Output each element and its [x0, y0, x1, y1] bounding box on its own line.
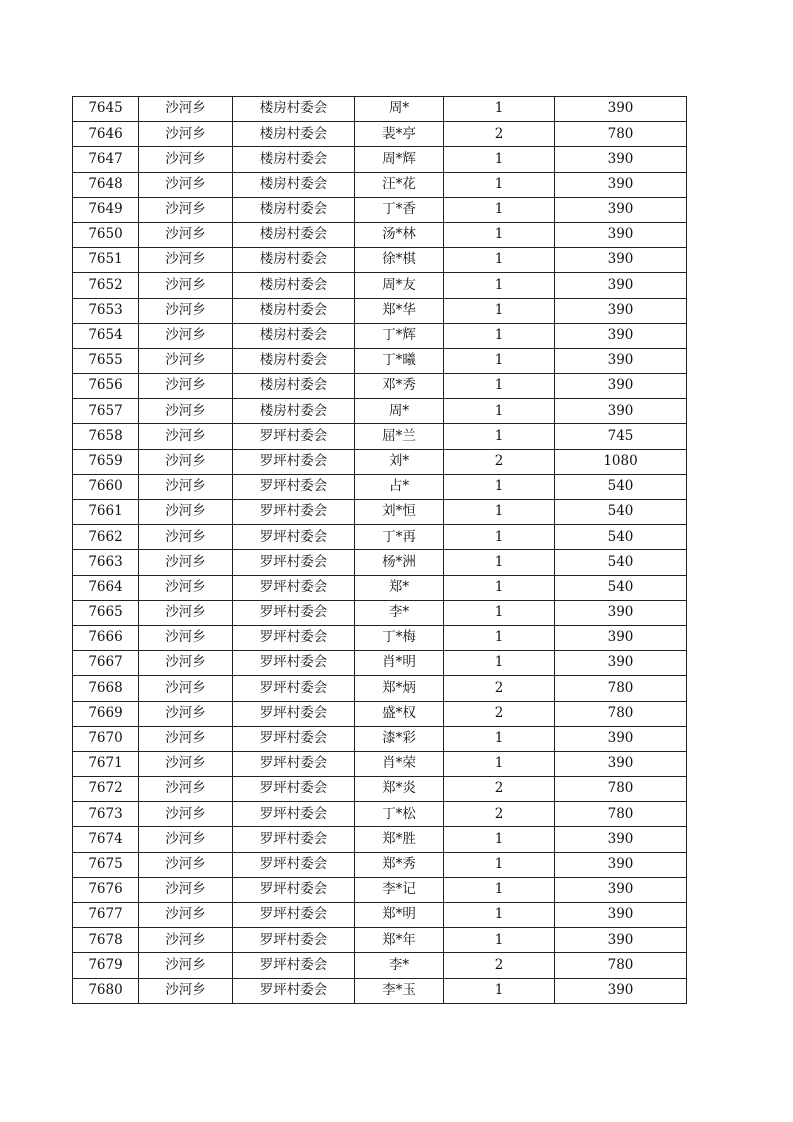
serial-number-cell: 7657 — [73, 399, 139, 424]
amount-cell: 390 — [555, 978, 687, 1003]
amount-cell: 390 — [555, 273, 687, 298]
village-committee-cell: 楼房村委会 — [233, 97, 355, 122]
table-row — [73, 777, 687, 802]
serial-number-cell: 7668 — [73, 676, 139, 701]
name-cell: 周* — [355, 399, 444, 424]
household-count-cell: 1 — [444, 298, 555, 323]
household-count-cell: 1 — [444, 197, 555, 222]
village-committee-cell: 罗坪村委会 — [233, 701, 355, 726]
name-cell: 邓*秀 — [355, 374, 444, 399]
village-committee-cell: 罗坪村委会 — [233, 978, 355, 1003]
serial-number-cell: 7667 — [73, 651, 139, 676]
serial-number-cell: 7654 — [73, 323, 139, 348]
household-count-cell: 1 — [444, 928, 555, 953]
township-cell: 沙河乡 — [139, 172, 233, 197]
township-cell: 沙河乡 — [139, 248, 233, 273]
township-cell: 沙河乡 — [139, 802, 233, 827]
household-count-cell: 1 — [444, 222, 555, 247]
table-row — [73, 222, 687, 247]
household-count-cell: 1 — [444, 500, 555, 525]
household-count-cell: 1 — [444, 248, 555, 273]
household-count-cell: 1 — [444, 273, 555, 298]
village-committee-cell: 罗坪村委会 — [233, 928, 355, 953]
table-row — [73, 651, 687, 676]
township-cell: 沙河乡 — [139, 651, 233, 676]
village-committee-cell: 楼房村委会 — [233, 374, 355, 399]
household-count-cell: 2 — [444, 449, 555, 474]
amount-cell: 390 — [555, 852, 687, 877]
amount-cell: 390 — [555, 172, 687, 197]
township-cell: 沙河乡 — [139, 751, 233, 776]
amount-cell: 390 — [555, 323, 687, 348]
serial-number-cell: 7655 — [73, 348, 139, 373]
table-row — [73, 827, 687, 852]
township-cell: 沙河乡 — [139, 953, 233, 978]
village-committee-cell: 楼房村委会 — [233, 248, 355, 273]
village-committee-cell: 罗坪村委会 — [233, 625, 355, 650]
amount-cell: 780 — [555, 953, 687, 978]
village-committee-cell: 罗坪村委会 — [233, 600, 355, 625]
serial-number-cell: 7671 — [73, 751, 139, 776]
serial-number-cell: 7649 — [73, 197, 139, 222]
table-row — [73, 575, 687, 600]
township-cell: 沙河乡 — [139, 827, 233, 852]
township-cell: 沙河乡 — [139, 424, 233, 449]
table-row — [73, 122, 687, 147]
serial-number-cell: 7663 — [73, 550, 139, 575]
serial-number-cell: 7652 — [73, 273, 139, 298]
township-cell: 沙河乡 — [139, 701, 233, 726]
amount-cell: 780 — [555, 701, 687, 726]
name-cell: 汤*林 — [355, 222, 444, 247]
name-cell: 郑*明 — [355, 903, 444, 928]
serial-number-cell: 7675 — [73, 852, 139, 877]
amount-cell: 390 — [555, 147, 687, 172]
name-cell: 刘*恒 — [355, 500, 444, 525]
township-cell: 沙河乡 — [139, 500, 233, 525]
household-count-cell: 1 — [444, 323, 555, 348]
serial-number-cell: 7677 — [73, 903, 139, 928]
township-cell: 沙河乡 — [139, 726, 233, 751]
village-committee-cell: 楼房村委会 — [233, 197, 355, 222]
village-committee-cell: 罗坪村委会 — [233, 726, 355, 751]
amount-cell: 540 — [555, 550, 687, 575]
serial-number-cell: 7647 — [73, 147, 139, 172]
household-count-cell: 1 — [444, 97, 555, 122]
township-cell: 沙河乡 — [139, 273, 233, 298]
serial-number-cell: 7669 — [73, 701, 139, 726]
name-cell: 丁*香 — [355, 197, 444, 222]
village-committee-cell: 罗坪村委会 — [233, 449, 355, 474]
name-cell: 漆*彩 — [355, 726, 444, 751]
table-row — [73, 399, 687, 424]
name-cell: 丁*再 — [355, 525, 444, 550]
serial-number-cell: 7678 — [73, 928, 139, 953]
amount-cell: 780 — [555, 122, 687, 147]
amount-cell: 780 — [555, 676, 687, 701]
name-cell: 汪*花 — [355, 172, 444, 197]
township-cell: 沙河乡 — [139, 97, 233, 122]
household-count-cell: 2 — [444, 122, 555, 147]
township-cell: 沙河乡 — [139, 147, 233, 172]
roster-table — [72, 96, 687, 1004]
village-committee-cell: 罗坪村委会 — [233, 777, 355, 802]
table-row — [73, 802, 687, 827]
amount-cell: 390 — [555, 726, 687, 751]
name-cell: 肖*明 — [355, 651, 444, 676]
name-cell: 盛*权 — [355, 701, 444, 726]
amount-cell: 390 — [555, 222, 687, 247]
township-cell: 沙河乡 — [139, 525, 233, 550]
name-cell: 郑*华 — [355, 298, 444, 323]
serial-number-cell: 7653 — [73, 298, 139, 323]
amount-cell: 390 — [555, 827, 687, 852]
serial-number-cell: 7679 — [73, 953, 139, 978]
table-row — [73, 172, 687, 197]
name-cell: 丁*辉 — [355, 323, 444, 348]
table-row — [73, 474, 687, 499]
table-row — [73, 323, 687, 348]
serial-number-cell: 7674 — [73, 827, 139, 852]
village-committee-cell: 楼房村委会 — [233, 147, 355, 172]
township-cell: 沙河乡 — [139, 449, 233, 474]
household-count-cell: 2 — [444, 802, 555, 827]
township-cell: 沙河乡 — [139, 399, 233, 424]
amount-cell: 390 — [555, 600, 687, 625]
amount-cell: 390 — [555, 877, 687, 902]
table-row — [73, 449, 687, 474]
table-row — [73, 978, 687, 1003]
name-cell: 丁*曦 — [355, 348, 444, 373]
household-count-cell: 2 — [444, 701, 555, 726]
township-cell: 沙河乡 — [139, 197, 233, 222]
village-committee-cell: 罗坪村委会 — [233, 827, 355, 852]
village-committee-cell: 罗坪村委会 — [233, 651, 355, 676]
name-cell: 郑* — [355, 575, 444, 600]
household-count-cell: 1 — [444, 348, 555, 373]
serial-number-cell: 7659 — [73, 449, 139, 474]
serial-number-cell: 7670 — [73, 726, 139, 751]
village-committee-cell: 罗坪村委会 — [233, 877, 355, 902]
household-count-cell: 2 — [444, 777, 555, 802]
name-cell: 徐*棋 — [355, 248, 444, 273]
household-count-cell: 2 — [444, 676, 555, 701]
village-committee-cell: 楼房村委会 — [233, 348, 355, 373]
name-cell: 周*友 — [355, 273, 444, 298]
serial-number-cell: 7676 — [73, 877, 139, 902]
household-count-cell: 1 — [444, 827, 555, 852]
household-count-cell: 1 — [444, 852, 555, 877]
township-cell: 沙河乡 — [139, 122, 233, 147]
name-cell: 丁*梅 — [355, 625, 444, 650]
township-cell: 沙河乡 — [139, 550, 233, 575]
name-cell: 屈*兰 — [355, 424, 444, 449]
serial-number-cell: 7664 — [73, 575, 139, 600]
village-committee-cell: 罗坪村委会 — [233, 474, 355, 499]
table-row — [73, 625, 687, 650]
household-count-cell: 1 — [444, 474, 555, 499]
table-row — [73, 298, 687, 323]
table-row — [73, 97, 687, 122]
table-row — [73, 374, 687, 399]
village-committee-cell: 罗坪村委会 — [233, 953, 355, 978]
name-cell: 李* — [355, 953, 444, 978]
township-cell: 沙河乡 — [139, 852, 233, 877]
table-row — [73, 928, 687, 953]
serial-number-cell: 7656 — [73, 374, 139, 399]
village-committee-cell: 罗坪村委会 — [233, 550, 355, 575]
name-cell: 肖*荣 — [355, 751, 444, 776]
township-cell: 沙河乡 — [139, 374, 233, 399]
household-count-cell: 1 — [444, 751, 555, 776]
name-cell: 周* — [355, 97, 444, 122]
table-row — [73, 903, 687, 928]
amount-cell: 780 — [555, 802, 687, 827]
name-cell: 李* — [355, 600, 444, 625]
township-cell: 沙河乡 — [139, 600, 233, 625]
amount-cell: 540 — [555, 525, 687, 550]
serial-number-cell: 7658 — [73, 424, 139, 449]
name-cell: 李*玉 — [355, 978, 444, 1003]
amount-cell: 390 — [555, 298, 687, 323]
village-committee-cell: 罗坪村委会 — [233, 525, 355, 550]
serial-number-cell: 7680 — [73, 978, 139, 1003]
village-committee-cell: 罗坪村委会 — [233, 500, 355, 525]
township-cell: 沙河乡 — [139, 877, 233, 902]
amount-cell: 540 — [555, 575, 687, 600]
household-count-cell: 1 — [444, 172, 555, 197]
table-row — [73, 726, 687, 751]
village-committee-cell: 罗坪村委会 — [233, 676, 355, 701]
serial-number-cell: 7646 — [73, 122, 139, 147]
name-cell: 丁*松 — [355, 802, 444, 827]
amount-cell: 540 — [555, 500, 687, 525]
table-row — [73, 877, 687, 902]
name-cell: 杨*洲 — [355, 550, 444, 575]
table-row — [73, 248, 687, 273]
village-committee-cell: 罗坪村委会 — [233, 575, 355, 600]
village-committee-cell: 楼房村委会 — [233, 172, 355, 197]
household-count-cell: 1 — [444, 424, 555, 449]
amount-cell: 390 — [555, 374, 687, 399]
table-row — [73, 424, 687, 449]
household-count-cell: 2 — [444, 953, 555, 978]
amount-cell: 1080 — [555, 449, 687, 474]
village-committee-cell: 楼房村委会 — [233, 298, 355, 323]
township-cell: 沙河乡 — [139, 575, 233, 600]
township-cell: 沙河乡 — [139, 348, 233, 373]
table-row — [73, 676, 687, 701]
table-row — [73, 550, 687, 575]
amount-cell: 390 — [555, 751, 687, 776]
household-count-cell: 1 — [444, 550, 555, 575]
table-row — [73, 701, 687, 726]
table-row — [73, 500, 687, 525]
amount-cell: 745 — [555, 424, 687, 449]
serial-number-cell: 7645 — [73, 97, 139, 122]
serial-number-cell: 7650 — [73, 222, 139, 247]
household-count-cell: 1 — [444, 726, 555, 751]
amount-cell: 390 — [555, 399, 687, 424]
table-row — [73, 953, 687, 978]
household-count-cell: 1 — [444, 575, 555, 600]
serial-number-cell: 7651 — [73, 248, 139, 273]
village-committee-cell: 罗坪村委会 — [233, 903, 355, 928]
amount-cell: 390 — [555, 903, 687, 928]
amount-cell: 390 — [555, 348, 687, 373]
township-cell: 沙河乡 — [139, 978, 233, 1003]
amount-cell: 390 — [555, 625, 687, 650]
name-cell: 占* — [355, 474, 444, 499]
table-row — [73, 273, 687, 298]
table-row — [73, 348, 687, 373]
household-count-cell: 1 — [444, 625, 555, 650]
name-cell: 刘* — [355, 449, 444, 474]
name-cell: 郑*胜 — [355, 827, 444, 852]
township-cell: 沙河乡 — [139, 625, 233, 650]
township-cell: 沙河乡 — [139, 474, 233, 499]
name-cell: 郑*年 — [355, 928, 444, 953]
household-count-cell: 1 — [444, 374, 555, 399]
household-count-cell: 1 — [444, 399, 555, 424]
village-committee-cell: 罗坪村委会 — [233, 751, 355, 776]
amount-cell: 390 — [555, 928, 687, 953]
village-committee-cell: 罗坪村委会 — [233, 852, 355, 877]
serial-number-cell: 7666 — [73, 625, 139, 650]
amount-cell: 780 — [555, 777, 687, 802]
township-cell: 沙河乡 — [139, 928, 233, 953]
serial-number-cell: 7665 — [73, 600, 139, 625]
roster-body — [73, 97, 687, 1004]
village-committee-cell: 罗坪村委会 — [233, 802, 355, 827]
table-row — [73, 852, 687, 877]
serial-number-cell: 7660 — [73, 474, 139, 499]
serial-number-cell: 7662 — [73, 525, 139, 550]
amount-cell: 390 — [555, 651, 687, 676]
amount-cell: 390 — [555, 97, 687, 122]
household-count-cell: 1 — [444, 147, 555, 172]
village-committee-cell: 楼房村委会 — [233, 399, 355, 424]
table-row — [73, 147, 687, 172]
table-row — [73, 197, 687, 222]
amount-cell: 390 — [555, 248, 687, 273]
household-count-cell: 1 — [444, 651, 555, 676]
table-row — [73, 525, 687, 550]
household-count-cell: 1 — [444, 978, 555, 1003]
name-cell: 郑*秀 — [355, 852, 444, 877]
household-count-cell: 1 — [444, 903, 555, 928]
household-count-cell: 1 — [444, 600, 555, 625]
village-committee-cell: 楼房村委会 — [233, 273, 355, 298]
serial-number-cell: 7661 — [73, 500, 139, 525]
serial-number-cell: 7672 — [73, 777, 139, 802]
village-committee-cell: 楼房村委会 — [233, 323, 355, 348]
name-cell: 李*记 — [355, 877, 444, 902]
village-committee-cell: 罗坪村委会 — [233, 424, 355, 449]
village-committee-cell: 楼房村委会 — [233, 122, 355, 147]
name-cell: 郑*炳 — [355, 676, 444, 701]
serial-number-cell: 7648 — [73, 172, 139, 197]
serial-number-cell: 7673 — [73, 802, 139, 827]
table-row — [73, 751, 687, 776]
name-cell: 裴*亭 — [355, 122, 444, 147]
household-count-cell: 1 — [444, 877, 555, 902]
township-cell: 沙河乡 — [139, 676, 233, 701]
name-cell: 周*辉 — [355, 147, 444, 172]
township-cell: 沙河乡 — [139, 777, 233, 802]
amount-cell: 390 — [555, 197, 687, 222]
township-cell: 沙河乡 — [139, 298, 233, 323]
township-cell: 沙河乡 — [139, 323, 233, 348]
amount-cell: 540 — [555, 474, 687, 499]
table-row — [73, 600, 687, 625]
village-committee-cell: 楼房村委会 — [233, 222, 355, 247]
township-cell: 沙河乡 — [139, 222, 233, 247]
household-count-cell: 1 — [444, 525, 555, 550]
township-cell: 沙河乡 — [139, 903, 233, 928]
name-cell: 郑*炎 — [355, 777, 444, 802]
